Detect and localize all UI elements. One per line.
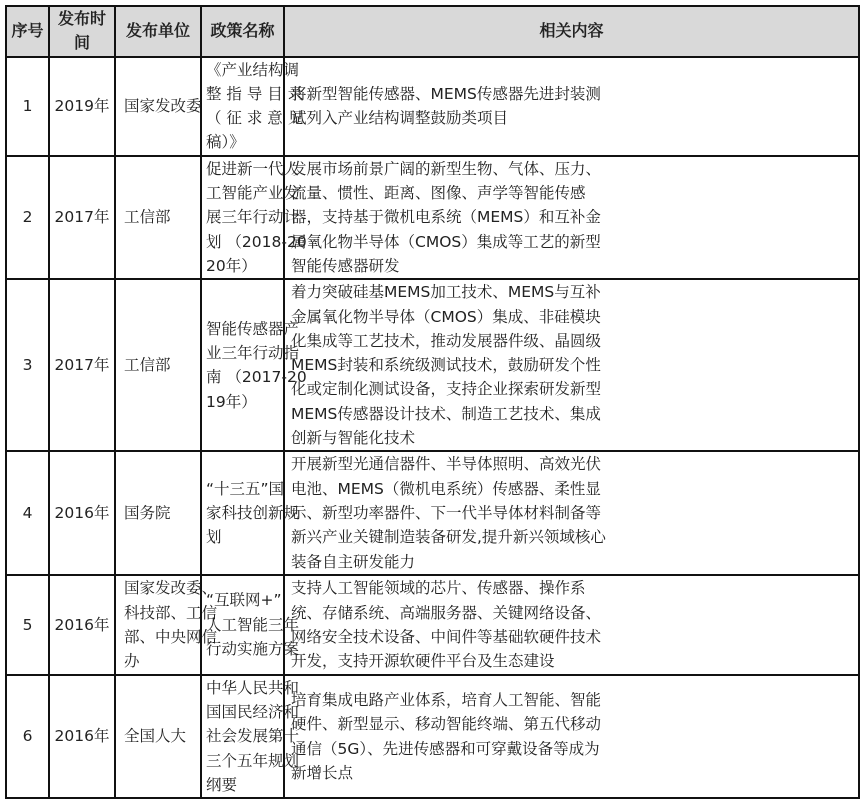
cell-no xyxy=(6,57,49,156)
cell-policy xyxy=(201,675,300,798)
header-no: 序号 xyxy=(6,6,49,57)
cell-date-text: 2019年 xyxy=(54,97,110,116)
policy-line: 整 指 导 目 录 xyxy=(206,84,304,103)
header-date: 发布时间 xyxy=(49,6,115,57)
policy-line: “互联网+” xyxy=(206,591,282,610)
cell-date-text: 2016年 xyxy=(54,615,110,634)
table-body xyxy=(6,57,859,799)
policy-line: 展三年行动计 xyxy=(206,208,300,227)
policy-line: 人工智能三年 xyxy=(206,615,300,634)
policy-line: 三个五年规划 xyxy=(206,751,300,770)
cell-content xyxy=(284,675,859,798)
content-line: 化或定制化测试设备，支持企业探索研发新型 xyxy=(291,380,602,399)
content-line: 新兴产业关键制造装备研发,提升新兴领域核心 xyxy=(291,528,606,547)
unit-line: 部、中央网信 xyxy=(124,627,218,646)
unit-line: 工信部 xyxy=(124,356,171,375)
policy-line: “十三五”国 xyxy=(206,479,285,498)
cell-content xyxy=(284,156,859,279)
unit-line: 国务院 xyxy=(124,503,171,522)
cell-no-text: 5 xyxy=(22,615,33,634)
content-line: 电池、MEMS（微机电系统）传感器、柔性显 xyxy=(291,479,601,498)
content-line: 创新与智能化技术 xyxy=(291,429,416,448)
cell-unit xyxy=(115,156,201,279)
cell-no-text: 6 xyxy=(22,727,33,746)
content-line: 器，支持基于微机电系统（MEMS）和互补金 xyxy=(291,208,601,227)
content-line: MEMS传感器设计技术、制造工艺技术、集成 xyxy=(291,404,601,423)
cell-policy xyxy=(201,156,307,279)
cell-policy xyxy=(201,279,307,451)
unit-line: 科技部、工信 xyxy=(124,603,218,622)
cell-no-text: 2 xyxy=(22,208,33,227)
cell-no xyxy=(6,575,49,675)
content-line: 统、存储系统、高端服务器、关键网络设备、 xyxy=(291,603,602,622)
content-line: 将新型智能传感器、MEMS传感器先进封装测 xyxy=(291,84,601,103)
unit-line: 工信部 xyxy=(124,208,171,227)
cell-content xyxy=(284,575,859,675)
policy-line: 划 xyxy=(206,528,222,547)
policy-line: 智能传感器产 xyxy=(206,319,300,338)
cell-no-text: 1 xyxy=(22,97,33,116)
header-row xyxy=(6,6,859,57)
cell-date xyxy=(49,156,115,279)
policy-line: 南 （2017-20 xyxy=(206,368,307,387)
content-line: 装备自主研发能力 xyxy=(291,552,416,571)
content-line: 硬件、新型显示、移动智能终端、第五代移动 xyxy=(291,715,602,734)
cell-no-text: 3 xyxy=(22,356,33,375)
unit-line: 办 xyxy=(124,652,140,671)
policy-line: 行动实施方案 xyxy=(206,639,300,658)
content-line: 网络安全技术设备、中间件等基础软硬件技术 xyxy=(291,627,602,646)
cell-content xyxy=(284,279,859,451)
table-row xyxy=(6,279,859,451)
cell-date xyxy=(49,575,115,675)
cell-content xyxy=(284,57,859,156)
policy-line: 20年） xyxy=(206,256,257,275)
cell-unit xyxy=(115,279,201,451)
table-row xyxy=(6,57,859,156)
cell-date-text: 2017年 xyxy=(54,356,110,375)
policy-line: 促进新一代人 xyxy=(206,159,300,178)
cell-unit xyxy=(115,575,218,675)
header-unit: 发布单位 xyxy=(115,6,201,57)
content-line: 化集成等工艺技术，推动发展器件级、晶圆级 xyxy=(291,331,602,350)
policy-line: 中华人民共和 xyxy=(206,678,300,697)
header-content: 相关内容 xyxy=(284,6,859,57)
content-line: 试列入产业结构调整鼓励类项目 xyxy=(291,109,509,128)
cell-no xyxy=(6,675,49,798)
policy-line: （ 征 求 意 见 xyxy=(206,109,304,128)
unit-line: 国家发改委 xyxy=(124,97,202,116)
cell-policy xyxy=(201,575,300,675)
policy-line: 《产业结构调 xyxy=(206,60,300,79)
cell-content xyxy=(284,451,859,574)
policy-line: 19年） xyxy=(206,392,257,411)
cell-no xyxy=(6,451,49,574)
policy-line: 社会发展第十 xyxy=(206,727,300,746)
cell-no xyxy=(6,156,49,279)
content-line: 开展新型光通信器件、半导体照明、高效光伏 xyxy=(291,455,602,474)
cell-unit xyxy=(115,675,201,798)
cell-no-text: 4 xyxy=(22,503,33,522)
policy-line: 国国民经济和 xyxy=(206,703,300,722)
unit-line: 国家发改委、 xyxy=(124,579,218,598)
table-row xyxy=(6,156,859,279)
table-row xyxy=(6,575,859,675)
header-policy: 政策名称 xyxy=(201,6,284,57)
content-line: 开发，支持开源软硬件平台及生态建设 xyxy=(291,652,555,671)
cell-date xyxy=(49,279,115,451)
cell-policy xyxy=(201,451,300,574)
content-line: 属氧化物半导体（CMOS）集成等工艺的新型 xyxy=(291,232,601,251)
policy-line: 纲要 xyxy=(206,776,238,795)
content-line: 智能传感器研发 xyxy=(291,256,400,275)
policy-table xyxy=(5,5,860,799)
content-line: 着力突破硅基MEMS加工技术、MEMS与互补 xyxy=(291,283,601,302)
cell-unit xyxy=(115,57,201,156)
content-line: 流量、惯性、距离、图像、声学等智能传感 xyxy=(291,184,586,203)
content-line: 支持人工智能领域的芯片、传感器、操作系 xyxy=(291,579,586,598)
policy-line: 工智能产业发 xyxy=(206,184,300,203)
cell-date-text: 2017年 xyxy=(54,208,110,227)
cell-date xyxy=(49,451,115,574)
content-line: 通信（5G）、先进传感器和可穿戴设备等成为 xyxy=(291,739,600,758)
cell-policy xyxy=(201,57,304,156)
content-line: MEMS封装和系统级测试技术，鼓励研发个性 xyxy=(291,356,601,375)
unit-line: 全国人大 xyxy=(124,727,187,746)
policy-line: 业三年行动指 xyxy=(206,344,300,362)
cell-date-text: 2016年 xyxy=(54,503,110,522)
policy-line: 划 （2018-20 xyxy=(206,232,307,251)
policy-line: 家科技创新规 xyxy=(206,503,300,522)
content-line: 示、新型功率器件、下一代半导体材料制备等 xyxy=(291,503,602,522)
content-line: 新增长点 xyxy=(291,763,354,782)
cell-date xyxy=(49,675,115,798)
policy-line: 稿）》 xyxy=(206,133,245,152)
cell-date xyxy=(49,57,115,156)
content-line: 发展市场前景广阔的新型生物、气体、压力、 xyxy=(291,159,602,178)
table-row xyxy=(6,451,859,574)
cell-no xyxy=(6,279,49,451)
cell-unit xyxy=(115,451,201,574)
table-row xyxy=(6,675,859,798)
content-line: 金属氧化物半导体（CMOS）集成、非硅模块 xyxy=(291,307,601,326)
content-line: 培育集成电路产业体系，培育人工智能、智能 xyxy=(291,690,602,709)
cell-date-text: 2016年 xyxy=(54,727,110,746)
